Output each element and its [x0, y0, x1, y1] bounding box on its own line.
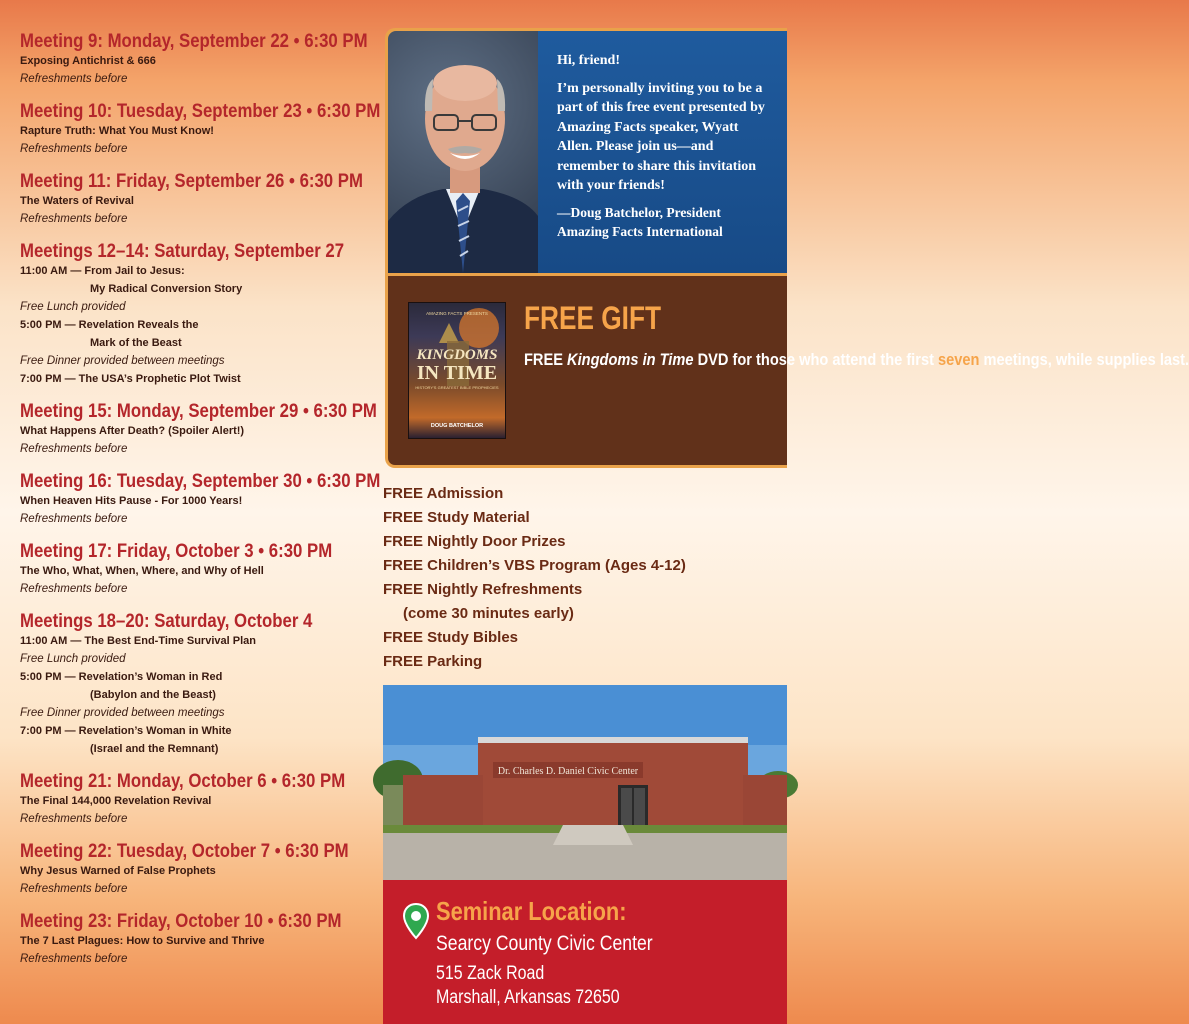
venue-address [436, 962, 620, 1010]
meeting-topic: 11:00 AM — From Jail to Jesus: [20, 265, 185, 277]
meeting-topic: The Who, What, When, Where, and Why of Hell [20, 565, 264, 577]
meeting-block [20, 100, 381, 158]
meeting-block [20, 910, 375, 968]
dvd-cover-top: AMAZING FACTS PRESENTS [426, 311, 488, 316]
map-pin-icon [403, 903, 429, 939]
meeting-title: Meeting 9: Monday, September 22 • 6:30 PM [20, 30, 368, 52]
meeting-block [20, 470, 381, 528]
invitation-greeting: Hi, friend! [557, 53, 620, 68]
free-gift-description [524, 348, 1189, 372]
meeting-topic: 7:00 PM — The USA’s Prophetic Plot Twist [20, 373, 241, 385]
free-benefit-item: FREE Study Material [383, 509, 530, 526]
dvd-cover-art [409, 303, 505, 438]
meeting-title: Meeting 15: Monday, September 29 • 6:30 PM [20, 400, 377, 422]
venue-city: Marshall, Arkansas 72650 [436, 987, 620, 1008]
meeting-topic: The 7 Last Plagues: How to Survive and Thrive [20, 935, 265, 947]
meeting-note: Refreshments before [20, 513, 128, 525]
invitation-card [385, 28, 1189, 468]
meeting-topic: 5:00 PM — Revelation Reveals the [20, 319, 199, 331]
meeting-topic: The Waters of Revival [20, 195, 134, 207]
gift-text-after: meetings, while supplies last. [979, 350, 1189, 369]
meeting-schedule [20, 30, 381, 980]
meeting-title: Meeting 21: Monday, October 6 • 6:30 PM [20, 770, 346, 792]
civic-center-photo [383, 685, 787, 880]
free-benefit-item: FREE Admission [383, 485, 504, 502]
meeting-block [20, 840, 375, 898]
signature-org: Amazing Facts International [557, 223, 723, 239]
meeting-title: Meeting 11: Friday, September 26 • 6:30 PM [20, 170, 363, 192]
meeting-note: Refreshments before [20, 813, 128, 825]
meeting-block [20, 400, 375, 458]
meeting-title: Meeting 16: Tuesday, September 30 • 6:30 PM [20, 470, 381, 492]
meeting-topic: The Final 144,000 Revelation Revival [20, 795, 212, 807]
meeting-title: Meeting 10: Tuesday, September 23 • 6:30 PM [20, 100, 381, 122]
venue-name: Searcy County Civic Center [436, 932, 653, 955]
signature-name: —Doug Batchelor, President [557, 204, 721, 220]
free-benefit-item: FREE Study Bibles [383, 629, 519, 646]
gift-highlight: seven [938, 350, 980, 369]
gift-text-mid: DVD for those who attend the first [693, 350, 939, 369]
meeting-topic: Rapture Truth: What You Must Know! [20, 125, 214, 137]
meeting-title: Meeting 23: Friday, October 10 • 6:30 PM [20, 910, 342, 932]
meeting-block [20, 610, 375, 758]
meeting-block [20, 170, 375, 228]
meeting-topic: When Heaven Hits Pause - For 1000 Years! [20, 495, 243, 507]
meeting-topic: (Babylon and the Beast) [90, 689, 216, 701]
meeting-note: Free Lunch provided [20, 653, 126, 665]
free-gift-heading: FREE GIFT [524, 300, 662, 336]
meeting-title: Meetings 12–14: Saturday, September 27 [20, 240, 345, 262]
meeting-title: Meeting 17: Friday, October 3 • 6:30 PM [20, 540, 333, 562]
meeting-topic: (Israel and the Remnant) [90, 743, 219, 755]
meeting-title: Meeting 22: Tuesday, October 7 • 6:30 PM [20, 840, 349, 862]
invitation-message: I’m personally inviting you to be a part of this free event presented by Amazing Facts speaker, Wyatt Allen. Please join us—and remember to share this invitation with your friends! [557, 80, 765, 193]
civic-center-building [383, 685, 787, 880]
dvd-cover-title-2: IN TIME [416, 362, 498, 384]
meeting-topic: My Radical Conversion Story [90, 283, 243, 295]
meeting-note: Refreshments before [20, 953, 128, 965]
free-benefits-list [383, 482, 783, 674]
meeting-note: Refreshments before [20, 443, 128, 455]
meeting-note: Refreshments before [20, 143, 128, 155]
meeting-note: Refreshments before [20, 583, 128, 595]
gift-text-before: FREE [524, 350, 568, 369]
meeting-topic: 7:00 PM — Revelation’s Woman in White [20, 725, 232, 737]
building-sign: Dr. Charles D. Daniel Civic Center [497, 766, 639, 777]
speaker-portrait [388, 31, 538, 273]
meeting-topic: 5:00 PM — Revelation’s Woman in Red [20, 671, 223, 683]
free-benefit-item: FREE Nightly Door Prizes [383, 533, 566, 550]
meeting-note: Refreshments before [20, 213, 128, 225]
invitation-frame [385, 28, 787, 276]
meeting-title: Meetings 18–20: Saturday, October 4 [20, 610, 313, 632]
dvd-cover-title-1: KINGDOMS [416, 347, 498, 363]
meeting-note: Free Dinner provided between meetings [20, 707, 225, 719]
dvd-cover-author: DOUG BATCHELOR [430, 423, 484, 429]
invitation-message-panel [538, 31, 787, 273]
meeting-block [20, 30, 375, 88]
seminar-location-panel [383, 880, 787, 1024]
meeting-note: Refreshments before [20, 883, 128, 895]
free-benefit-item: FREE Nightly Refreshments [383, 581, 583, 598]
meeting-topic: Exposing Antichrist & 666 [20, 55, 156, 67]
meeting-topic: 11:00 AM — The Best End-Time Survival Plan [20, 635, 256, 647]
meeting-note: Free Lunch provided [20, 301, 126, 313]
meeting-block [20, 770, 375, 828]
free-benefit-item: FREE Children’s VBS Program (Ages 4-12) [383, 557, 686, 574]
location-heading: Seminar Location: [436, 896, 627, 926]
meeting-block [20, 240, 375, 388]
dvd-cover-tagline: HISTORY'S GREATEST BIBLE PROPHECIES [415, 385, 499, 390]
meeting-topic: What Happens After Death? (Spoiler Alert!) [20, 425, 245, 437]
meeting-block [20, 540, 375, 598]
meeting-note: Refreshments before [20, 73, 128, 85]
gift-dvd-title: Kingdoms in Time [567, 350, 694, 369]
speaker-photo [388, 31, 538, 273]
venue-street: 515 Zack Road [436, 963, 545, 984]
free-benefit-item: FREE Parking [383, 653, 483, 670]
dvd-cover [408, 302, 506, 439]
meeting-note: Free Dinner provided between meetings [20, 355, 225, 367]
free-benefit-item: (come 30 minutes early) [403, 605, 574, 622]
free-gift-panel [385, 276, 1189, 468]
meeting-topic: Why Jesus Warned of False Prophets [20, 865, 216, 877]
meeting-topic: Mark of the Beast [90, 337, 182, 349]
